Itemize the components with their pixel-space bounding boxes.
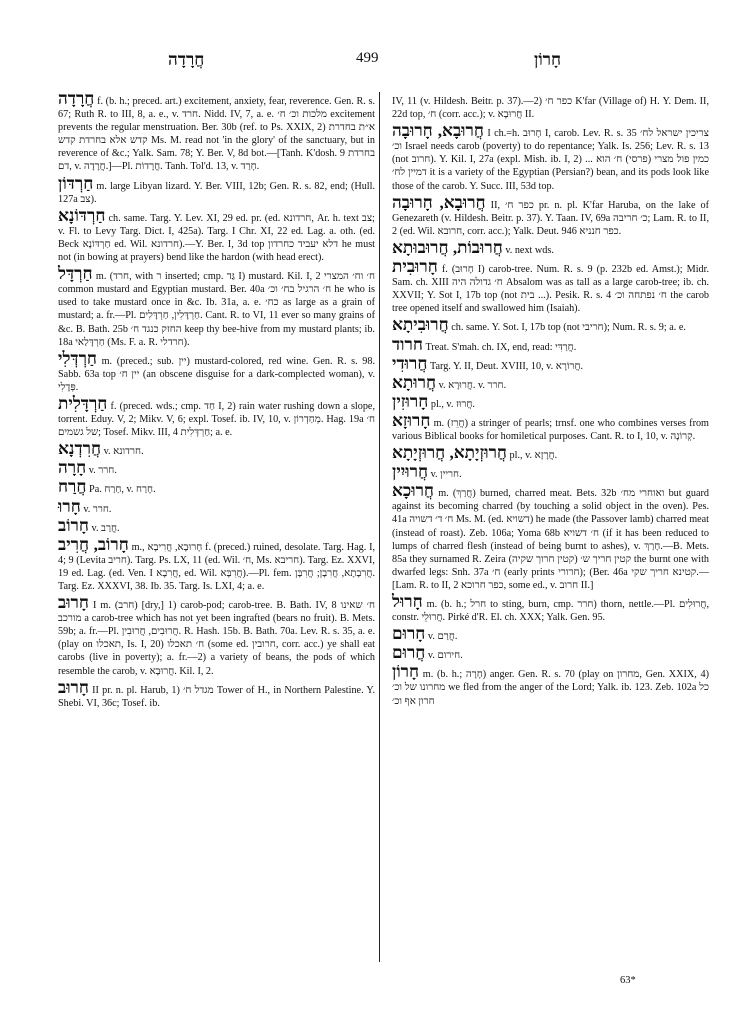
- entry-headword: חֲרוּם: [392, 643, 426, 663]
- entry-headword: חֲרוּתָא: [392, 372, 437, 392]
- entry-headword: חַרְדָּל: [58, 264, 93, 284]
- entry-headword: חֲרוּבִיתָא: [392, 315, 449, 335]
- entry-definition: m., חָרוּבָא, חֲרִיבָא f. (preced.) ruined, desolate. Targ. Hag. I, 4; 9 (Levita חריב). Targ. Ps. LX, 11 (ed. Wil. ח׳, Ms. חריבא). Targ. Ez. XXVI, 19 ed. Lag. (ed. Ven. I חֲרִבָא, ed. Wil. חֲרִבָּא).—Pl. fem. חֲרִבָתָא, חֲרִבָן; חֲרִבָּן. Targ. Ez. XXXVI, 38. Ib. 35. Targ. Is. LXI, 4; a. e.: [58, 541, 376, 592]
- running-head-right: חָרוֹן: [534, 50, 562, 69]
- entry-definition: v. חריין.: [430, 469, 462, 481]
- dictionary-entry: [58, 393, 376, 439]
- dictionary-entry: [392, 481, 709, 592]
- dictionary-entry: [58, 496, 375, 516]
- entry-definition: v. חרר.: [83, 503, 112, 515]
- entry-headword: חרוד: [392, 334, 423, 354]
- entry-definition: m. (חרד, with ר inserted; cmp. גַּד I) mustard. Kil. I, 2 ח׳ וח׳ המצרי common mustard and Egyptian mustard. Ber. 40a ח׳ הרגיל בח׳ וכ׳ he who is used to take mustard once in &c. Ib. 31a, a. e. כח׳ as large as a grain of mustard; a. fr.—Pl. חַרְדָּלִין, חַרְדָּלִים. Cant. R. to VI, 11 ever so many grains of &c. B. Bath. 25b החזק כנגד ח׳ keep thy bee-hive from my mustard plants; ib. 18a חַרְדָּלַאי (Ms. F. a. R. חרדלי).: [58, 271, 375, 348]
- entry-headword: חָרוֹן: [392, 662, 420, 682]
- entry-definition: v. חֲרוּרָא. v. חרר.: [438, 379, 507, 391]
- dictionary-entry: [392, 121, 710, 192]
- entry-definition: II pr. n. pl. Harub, 1) מגדל ח׳ Tower of H., in Northern Palestine. Y. Shebi. VI, 36c; Tosef. ib.: [58, 684, 376, 709]
- entry-headword: חֲרוּבָא, חָרוּבָה: [392, 121, 484, 141]
- entry-definition: v. חרר.: [88, 465, 117, 477]
- dictionary-entry: [392, 443, 709, 463]
- dictionary-entry: [392, 592, 710, 624]
- dictionary-entry: [58, 439, 375, 459]
- dictionary-entry: [392, 334, 709, 354]
- entry-headword: חָרוּזָא: [392, 410, 431, 430]
- dictionary-entry: [392, 391, 709, 411]
- entry-headword: חָרוּם: [392, 624, 426, 644]
- dictionary-entry: [392, 643, 709, 663]
- entry-headword: חֲרוּזְיָתָא, חֲרוּזְיָתָא: [392, 443, 507, 463]
- entry-headword: חֲרוּדִי: [392, 353, 428, 373]
- entry-headword: חֲרִדְנָא: [58, 439, 102, 459]
- entry-definition: v. חֲרַם.: [427, 631, 458, 643]
- entry-definition: IV, 11 (v. Hildesh. Beitr. p. 37).—2) כפר ח׳ K'far (Village of) H. Y. Dem. II, 22d top, ח׳ (corr. acc.); v. חֲרוּבָא II.: [392, 96, 710, 121]
- entry-headword: חָרוֹב, חֲרִיב: [58, 534, 129, 554]
- entry-definition: m. (b. h.; חרל to sting, burn, cmp. חרר) thorn, nettle.—Pl. חֲרוּלִים, constr. חֲרוּלֵי. Pirké d'R. El. ch. XXX; Yalk. Gen. 95.: [392, 599, 710, 624]
- entry-definition: m. (חֲרַךְ) burned, charred meat. Bets. 32b ואוחרי מח׳ but guard against its becoming charred (by touching a solid object in the oven). Pes. 41a ח׳ ד׳ דשויה Ms. M. (ed. דשויא) he made (the Passover lamb) charred meat (instead of roast). Zeb. 106a; Yoma 68b ח׳ דשויא (if it has been reduced to lumps of charred flesh (instead of being burnt to ashes), v. חָרַךְ.—B. Mets. 85a they surnamed R. Zeira קטין חריך ש׳ (קטין חרוך שקיה) the burnt one with dwarfed legs: Snh. 37a ח׳ (early prints חרורי); (Ber. 46a קטינא חריך שקי.—[Lam. R. to II, 2 כפר חרוכא, some ed., v. חרוב II.]: [392, 488, 709, 591]
- dictionary-entry: [392, 92, 709, 121]
- right-column: [392, 92, 709, 711]
- column-divider: [379, 92, 380, 962]
- entry-definition: f. (חָרוּב I) carob-tree. Num. R. s. 9 (p. 232b ed. Amst.); Midr. Sam. ch. XIII ח׳ גדולה היה Absalom was as tall as a large carob-tree; ib. ch. XXVII; Y. Sot I, 17b top (not בית ...). Pesik. R. s. 4 ח׳ נפתחה וכ׳ the carob tree opened itself and swallowed him (Isaiah).: [392, 264, 710, 315]
- dictionary-entry: [58, 89, 375, 174]
- entry-definition: II, כפר ח׳ pr. n. pl. K'far Haruba, on the lake of Genezareth (v. Hildesh. Beitr. p. 37). Y. Taan. IV, 69a כ׳ חריבה; Lam. R. to II, 2 (ed. Wil. חרובא, corr. acc.); Yalk. Deut. 946 כפר חנניא.: [392, 199, 710, 237]
- entry-definition: f. (b. h.; preced. art.) excitement, anxiety, fear, reverence. Gen. R. s. 67; Ruth R. to III, 8, a. e., v. חרד. Nidd. IV, 7, a. e. מלכות וכ׳ ח׳ excitement prevents the regular menstruation. Ber. 30b (ref. to Ps. XXIX, 2) א״ת בחדרת קדש אלא בחרדת קדש Ms. M. read not 'in the glory' of the sanctuary, but in reverence of &c.; Yalk. Sam. 78; Y. Ber. V, 8d bot.—[Tanh. K'dosh. 9 בחרדת דם, v. חֲרָדָה.]—Pl. חֲרָדוֹת. Tanh. Tol'd. 13, v. חָרַד.: [58, 96, 375, 173]
- entry-definition: ch. same. Targ. Y. Lev. XI, 29 ed. pr. (ed. חרדונא, Ar. h. text צב; v. Fl. to Levy Targ. Dict. I, 425a). Targ. I Chr. XI, 22 ed. Lag. a. oth. (ed. Beck חַרְדּוֹנָא ed. Wil. חרדונא).—Y. Ber. I, 3d top דלא יעביד כחרדון he must not (in bowing at prayers) bend like the hardon (with head erect).: [58, 212, 375, 264]
- dictionary-entry: [392, 410, 709, 443]
- entry-headword: חַרְדּוֹן: [58, 173, 94, 193]
- entry-headword: חֲרוּבוֹת, חֲרוּבוּתָא: [392, 237, 503, 257]
- dictionary-entry: [392, 624, 709, 644]
- dictionary-entry: [58, 458, 375, 478]
- entry-definition: f. (preced. wds.; cmp. חַד I, 2) rain water rushing down a slope, torrent. Eduy. V, 2; Mikv. V, 6; expl. Tosef. ib. IV, 10, v. מְחַדְרוֹן. Hag. 19a ח׳ של גשמים; Tosef. Mikv. III, 4 חַרְדְּלִית; a. e.: [58, 400, 376, 439]
- entry-definition: v. חירום.: [427, 650, 463, 662]
- entry-headword: חַרְדּוֹנָא: [58, 205, 106, 225]
- dictionary-entry: [392, 353, 709, 373]
- entry-headword: חַרְדָּלִית: [58, 393, 108, 413]
- dictionary-entry: [58, 348, 376, 394]
- entry-definition: m. (חֲרֵז) a stringer of pearls; trnsf. one who combines verses from various Biblical books for homiletical purposes. Cant. R. to I, 10, v. קְרוֹנָה.: [392, 417, 709, 442]
- entry-definition: pl., v. חֲרָזָא.: [509, 450, 558, 462]
- entry-definition: Targ. Y. II, Deut. XVIII, 10, v. חֲרוֹרָא.: [429, 360, 584, 372]
- entry-headword: חֲרָדָה: [58, 89, 95, 108]
- dictionary-entry: [58, 534, 376, 593]
- dictionary-entry: [392, 257, 710, 315]
- entry-definition: m. (preced.; sub. יין) mustard-colored, red wine. Gen. R. s. 98. Sabb. 63a top יין ח׳ (an obscene disguise for a dark-complected woman), v. פְּדָלִי.: [58, 355, 376, 393]
- entry-definition: I ch.=h. חָרוּב I, carob. Lev. R. s. 35 צריכין ישראל לח׳ וכ׳ Israel needs carob (poverty) to do repentance; Yalk. Is. 256; Lev. R. s. 13 (not חרוב). Y. Kil. I, 27a (expl. Mish. ib. I, 2) כמין פול מצרי (פרסי) ח׳ הוא ... דמיין לח׳ it is a variety of the Egyptian (Persian?) bean, and its pods look like those of the carob. Y. Succ. III, 53d top.: [392, 128, 710, 192]
- entry-definition: m. (b. h.; חָרָה) anger. Gen. R. s. 70 (play on מחרון, Gen. XXIX, 4) מחרונו של וכ׳ we fled from the anger of the Lord; Yalk. ib. 123. Zeb. 102a כל חרון אף וכ׳: [392, 669, 710, 707]
- dictionary-entry: [58, 264, 375, 349]
- entry-headword: חֲרַח: [58, 477, 87, 497]
- dictionary-entry: [58, 677, 376, 710]
- entry-headword: חָרוּזִין: [392, 391, 429, 411]
- dictionary-entry: [392, 315, 709, 335]
- running-head-left: חֲרָדָה: [168, 50, 205, 69]
- entry-definition: v. חֲרַב.: [91, 522, 120, 534]
- left-column: [58, 89, 376, 713]
- dictionary-entry: [58, 173, 375, 206]
- entry-definition: v. חרדונא.: [103, 446, 144, 458]
- dictionary-entry: [392, 237, 709, 257]
- entry-headword: חָרוּבִית: [392, 257, 438, 277]
- dictionary-entry: [392, 192, 710, 238]
- entry-headword: חָרוּ: [58, 496, 81, 516]
- entry-headword: חָרוּב: [58, 593, 89, 613]
- entry-headword: חָרוּב: [58, 677, 89, 697]
- dictionary-entry: [392, 662, 710, 707]
- dictionary-entry: [392, 372, 709, 392]
- entry-headword: חָרוֹב: [58, 515, 89, 535]
- entry-definition: Pa. חַרַח, v. חָרַח.: [89, 484, 156, 496]
- entry-definition: Treat. S'mah. ch. IX, end, read: חֲרַדִּי.: [425, 341, 577, 353]
- page-number: 499: [356, 50, 379, 66]
- entry-headword: חֲרוּבָא, חָרוּבָה: [392, 192, 486, 212]
- dictionary-entry: [58, 515, 375, 535]
- entry-definition: I m. (חרב) [dry,] 1) carob-pod; carob-tree. B. Bath. IV, 8 ח׳ שאינו מורכב a carob-tree which has not yet been ingrafted (bears no fruit). B. Mets. 59b; a. fr.—Pl. חֲרוּבִים, חֲרוּבִין. R. Hash. 15b. B. Bath. 70a. Lev. R. s. 35, a. e. (play on תאכלו, Is. I, 20) ח׳ תאכלו (some ed. חרובין, corr. acc.) ye shall eat carobs (live in poverty); a. fr.—2) a variety of beans, the pods of which resemble the carob, v. חֲרוּבָא. Kil. I, 2.: [58, 600, 376, 677]
- entry-headword: חֲרוּיִין: [392, 462, 429, 482]
- dictionary-entry: [58, 593, 376, 678]
- dictionary-entry: [392, 462, 709, 482]
- entry-definition: v. next wds.: [505, 244, 554, 256]
- entry-headword: חֲרוּכָא: [392, 481, 434, 501]
- entry-headword: חָרוּל: [392, 592, 423, 611]
- entry-headword: חָרָה: [58, 458, 87, 478]
- entry-definition: ch. same. Y. Sot. I, 17b top (not חריבי); Num. R. s. 9; a. e.: [451, 322, 686, 334]
- entry-definition: pl., v. חֲרוּז.: [430, 398, 475, 410]
- dictionary-entry: [58, 477, 375, 497]
- dictionary-entry: [58, 205, 375, 264]
- entry-headword: חַרְדְּלִי: [58, 348, 97, 368]
- signature-mark: 63*: [620, 975, 636, 986]
- entry-definition: m. large Libyan lizard. Y. Ber. VIII, 12b; Gen. R. s. 82, end; (Hull. 127a צב).: [58, 180, 375, 205]
